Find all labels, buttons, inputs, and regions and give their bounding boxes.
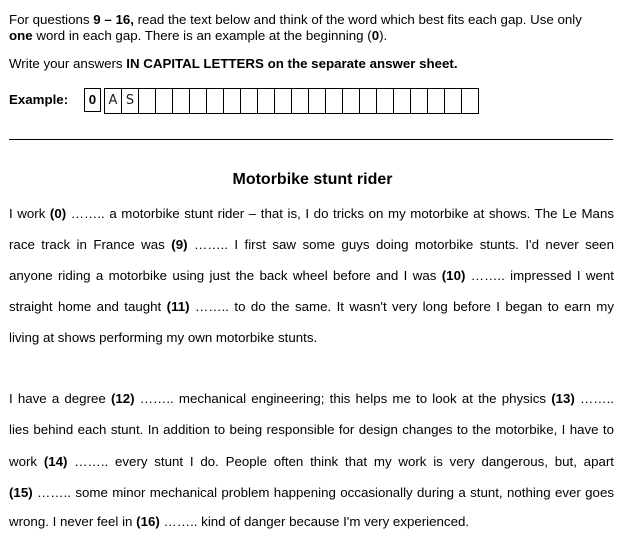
gap-number: (12) [110,391,135,406]
instruction-text: read the text below and think of the word which best fits each gap. Use only [133,12,582,27]
letter-cells [104,88,479,114]
letter-cell [173,89,190,113]
passage-text: I have a degree [9,391,111,406]
passage-text: straight home and taught [9,299,167,314]
letter-cell [258,89,275,113]
instruction-line-3 [9,56,619,72]
passage-line [9,206,614,222]
instruction-text: Write your answers [9,56,127,71]
passage-text: living at shows performing my own motorbike stunts. [9,330,318,345]
instruction-text: For questions [9,12,94,27]
gap-number: (11) [166,299,190,314]
passage-text: …….. impressed I went [465,268,614,283]
passage-line [9,237,614,253]
gap-number: (10) [441,268,466,283]
letter-cell [224,89,241,113]
instruction-emphasis: IN CAPITAL LETTERS on the separate answer sheet [126,56,454,71]
passage-text: I work [9,206,50,221]
letter-cell [445,89,462,113]
passage-text: …….. I first saw some guys doing motorbike stunts. I'd never seen [187,237,614,252]
passage-text: anyone riding a motorbike using just the back wheel before and I was [9,268,442,283]
gap-number: (13) [551,391,575,406]
letter-cell: S [122,89,139,113]
example-number-box: 0 [84,88,101,112]
letter-cell [377,89,394,113]
gap-number: (9) [171,237,188,252]
passage-text: lies behind each stunt. In addition to being responsible for design changes to the motorbike, I have to [9,422,614,437]
letter-cell [394,89,411,113]
instruction-emphasis: one [9,28,33,43]
passage-text: …….. a motorbike stunt rider – that is, I do tricks on my motorbike at shows. The Le Mans [66,206,614,221]
passage-line [9,514,614,530]
passage-title: Motorbike stunt rider [232,171,393,188]
instruction-text: . [453,56,458,71]
letter-cell [326,89,343,113]
letter-cell [411,89,428,113]
gap-number: (16) [136,514,160,529]
passage-line [9,391,614,407]
passage-line [9,330,614,346]
passage-line [9,454,614,470]
question-range: 9 – 16, [93,12,134,27]
letter-cell [428,89,445,113]
letter-cell [309,89,326,113]
passage-text: wrong. I never feel in [9,514,137,529]
instruction-line-2 [9,28,619,44]
passage-text: …….. to do the same. It wasn't very long before I began to earn my [189,299,614,314]
instruction-text: word in each gap. There is an example at the beginning ( [32,28,372,43]
passage-text: …….. every stunt I do. People often think that my work is very dangerous, but, apart [67,454,614,469]
passage-text: work [9,454,44,469]
passage-line [9,299,614,315]
gap-number: (15) [9,485,33,500]
letter-cell [156,89,173,113]
gap-number: (14) [43,454,68,469]
letter-cell [190,89,207,113]
passage-line [9,422,614,438]
letter-cell [462,89,479,113]
passage-line [9,485,614,501]
passage-text: …….. some minor mechanical problem happening occasionally during a stunt, nothing ever goes [32,485,614,500]
example-label: Example: [9,92,69,107]
letter-cell: A [105,89,122,113]
letter-cell [275,89,292,113]
passage-text: …….. kind of danger because I'm very experienced. [159,514,470,529]
passage-line [9,268,614,284]
instruction-text: ). [379,28,388,43]
letter-cell [241,89,258,113]
letter-cell [360,89,377,113]
letter-cell [207,89,224,113]
example-number-ref: 0 [371,28,380,43]
letter-cell [343,89,360,113]
passage-text: race track in France was [9,237,172,252]
example-row [9,87,479,112]
passage-text: …….. [574,391,614,406]
gap-number: (0) [49,206,67,221]
letter-cell [292,89,309,113]
instruction-line-1 [9,12,619,28]
letter-cell [139,89,156,113]
section-divider [9,139,613,140]
passage-text: …….. mechanical engineering; this helps me to look at the physics [134,391,552,406]
answer-boxes [84,88,479,112]
